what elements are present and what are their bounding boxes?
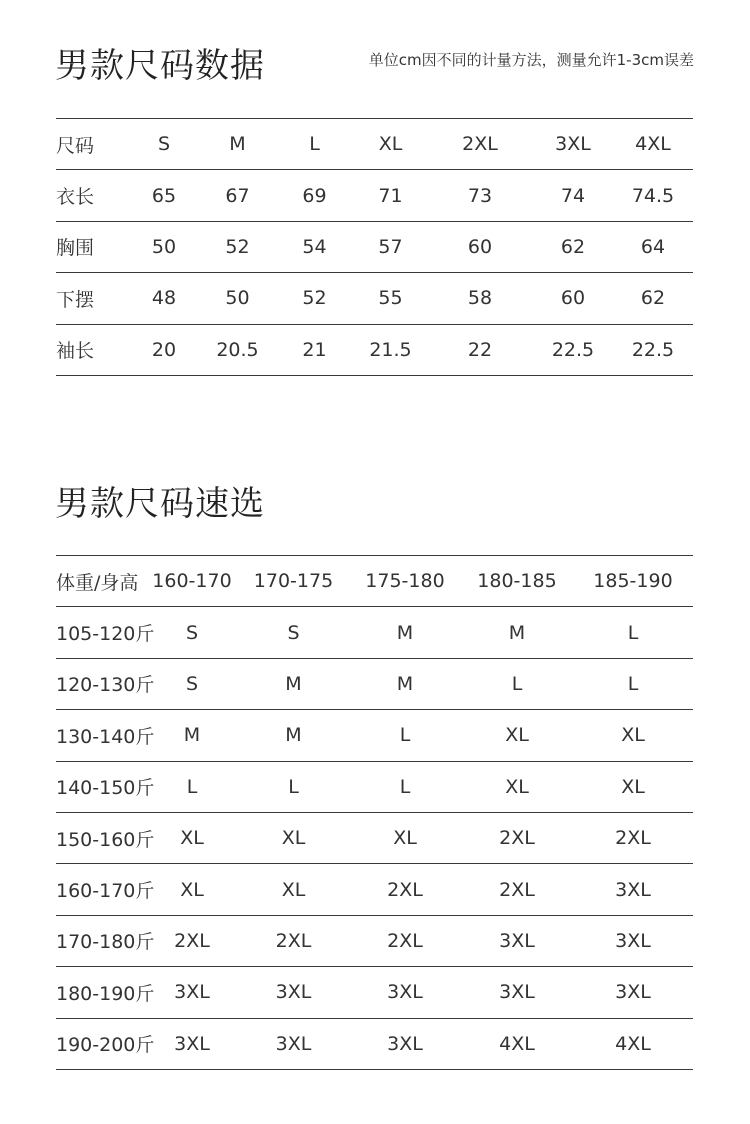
table-cell: 3XL [499,929,535,952]
table-cell: L [399,724,411,747]
row-label: 170-180斤 [56,931,155,954]
table-cell: XL [281,827,306,850]
table-cell: 48 [151,287,177,310]
table-cell: 64 [640,235,666,258]
table-cell: S [185,672,199,695]
measurement-row [56,273,693,324]
table-cell: M [508,621,526,644]
table-cell: 52 [225,235,250,258]
table-cell: M [285,672,302,695]
measurement-row [56,221,693,272]
table-cell: 74 [560,184,586,207]
row-label: 袖长 [56,340,95,363]
table-cell: L [511,672,523,695]
measurement-row [56,324,693,375]
table-cell: 2XL [387,929,423,952]
table-cell: 20 [151,338,177,361]
column-header: 3XL [555,133,591,156]
table-cell: M [396,621,414,644]
size-data-table [56,118,693,376]
table-cell: 62 [560,235,586,258]
table-cell: XL [621,775,645,798]
column-header: 4XL [635,133,671,156]
weight-row [56,1018,693,1069]
table-cell: 3XL [174,981,210,1004]
table-cell: 21.5 [369,338,412,361]
table-cell: XL [281,878,306,901]
row-label: 下摆 [56,288,95,311]
table-header-row [56,119,693,170]
table-cell: 3XL [499,981,535,1004]
table-cell: 4XL [499,1032,535,1055]
table-cell: L [627,672,639,695]
measurement-row [56,170,693,221]
table-cell: 60 [560,287,586,310]
weight-row [56,607,693,658]
table-cell: XL [505,724,529,747]
table-cell: 20.5 [216,338,259,361]
size-data-title: 男款尺码数据 [55,46,265,86]
table-cell: 3XL [387,981,423,1004]
row-label: 160-170斤 [56,880,155,903]
table-cell: 3XL [615,981,651,1004]
row-label: 150-160斤 [56,828,155,851]
table-cell: 57 [378,235,403,258]
table-cell: M [285,724,302,747]
column-header: 185-190 [593,570,673,593]
column-header: XL [378,133,403,156]
table-cell: 74.5 [631,184,675,207]
table-cell: 22.5 [631,338,675,361]
table-cell: 54 [302,235,327,258]
table-cell: S [287,621,300,644]
column-header: 2XL [462,133,498,156]
column-header: L [309,133,320,156]
table-cell: XL [180,878,204,901]
row-label: 胸围 [56,237,95,260]
table-cell: 67 [225,184,250,207]
table-cell: 3XL [615,878,651,901]
table-cell: 2XL [275,929,312,952]
table-cell: XL [505,775,529,798]
table-cell: XL [393,827,417,850]
table-cell: 2XL [174,929,210,952]
table-cell: M [183,724,201,747]
table-cell: XL [621,724,645,747]
weight-row [56,761,693,812]
column-header: M [229,133,246,156]
table-cell: 3XL [275,1032,312,1055]
header-label: 尺码 [56,134,95,157]
weight-row [56,864,693,915]
weight-row [56,812,693,863]
table-cell: 50 [151,235,177,258]
column-header: S [157,133,171,156]
table-cell: 65 [151,184,177,207]
table-cell: 55 [378,287,403,310]
table-cell: 3XL [174,1032,210,1055]
table-cell: 2XL [615,827,651,850]
row-label: 衣长 [56,186,95,209]
table-cell: L [288,775,299,798]
column-header: 175-180 [365,570,445,593]
table-cell: L [186,775,198,798]
table-cell: 2XL [499,827,535,850]
quick-select-table [56,555,693,1070]
table-cell: 21 [302,338,327,361]
quick-select-title: 男款尺码速选 [55,484,265,524]
column-header: 180-185 [477,570,557,593]
table-cell: 2XL [387,878,423,901]
table-cell: XL [180,827,204,850]
table-cell: 22.5 [551,338,595,361]
weight-row [56,967,693,1018]
table-cell: 60 [467,235,493,258]
row-label: 105-120斤 [56,623,155,646]
table-cell: 69 [302,184,327,207]
table-cell: L [627,621,639,644]
table-cell: 4XL [615,1032,651,1055]
column-header: 170-175 [253,570,334,593]
measurement-note: 单位cm因不同的计量方法，测量允许1-3cm误差 [368,51,694,69]
table-cell: S [185,621,199,644]
table-cell: 3XL [275,981,312,1004]
table-cell: 3XL [615,929,651,952]
row-label: 190-200斤 [56,1034,155,1057]
table-cell: 50 [225,287,250,310]
weight-row [56,710,693,761]
weight-row [56,915,693,966]
table-cell: M [396,672,414,695]
table-cell: 58 [467,287,493,310]
table-cell: 3XL [387,1032,423,1055]
table-header-row [56,556,693,607]
row-label: 130-140斤 [56,725,155,748]
table-cell: L [399,775,411,798]
table-cell: 71 [378,184,403,207]
table-cell: 2XL [499,878,535,901]
row-label: 120-130斤 [56,674,155,697]
column-header: 160-170 [152,570,232,593]
table-cell: 52 [302,287,327,310]
row-label: 180-190斤 [56,982,155,1005]
header-label: 体重/身高 [56,571,139,594]
table-cell: 62 [640,287,666,310]
table-cell: 73 [467,184,493,207]
row-label: 140-150斤 [56,777,155,800]
table-cell: 22 [467,338,493,361]
weight-row [56,658,693,709]
